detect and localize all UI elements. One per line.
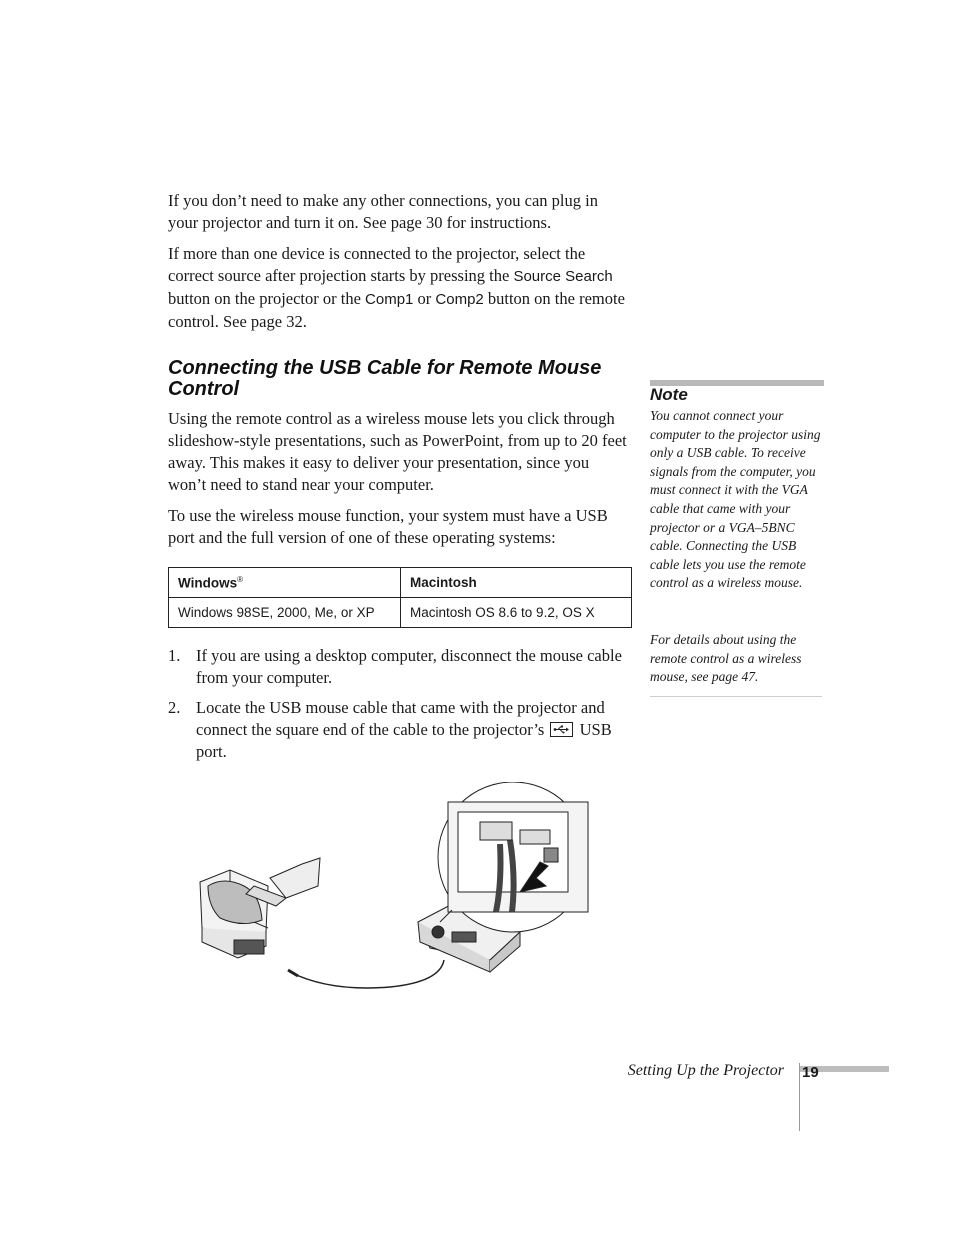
header-windows-text: Windows — [178, 575, 238, 591]
paragraph-text: If more than one device is connected to the projector, select the correct source after projection starts by pressing the — [168, 244, 586, 285]
zoom-callout — [438, 782, 588, 932]
step-text: If you are using a desktop computer, disconnect the mouse cable from your computer. — [196, 646, 622, 687]
header-macintosh: Macintosh — [401, 568, 632, 598]
step-number: 1. — [168, 646, 181, 665]
registered-mark: ® — [237, 574, 244, 584]
paragraph-plug-in: If you don’t need to make any other connections, you can plug in your projector and turn it on. See page 30 for instructions. — [168, 191, 598, 232]
os-table — [168, 567, 632, 628]
desktop-monitor — [200, 870, 268, 958]
footer-chapter-title: Setting Up the Projector — [627, 1062, 784, 1079]
step-text-b: USB port. — [196, 720, 612, 761]
paragraph-source-select — [168, 243, 630, 333]
usb-connection-illustration — [190, 782, 600, 1002]
comp2-label: Comp2 — [435, 291, 484, 308]
paragraph-text: button on the projector or the — [168, 289, 366, 308]
cell-mac-versions: Macintosh OS 8.6 to 9.2, OS X — [401, 598, 632, 628]
cell-windows-versions: Windows 98SE, 2000, Me, or XP — [169, 598, 401, 628]
note-body: You cannot connect your computer to the projector using only a USB cable. To receive signals from the computer, you must connect it with the VGA cable that came with your projector or a VGA–5BNC cable. Connecting the USB cable lets you use the remote control as a wireless mouse. — [650, 408, 821, 591]
step-text-a: Locate the USB mouse cable that came with the projector and connect the square end of the cable to the projector’s — [196, 698, 605, 739]
paragraph-text: or — [413, 289, 436, 308]
paragraph-wireless-mouse: Using the remote control as a wireless mouse lets you click through slideshow-style presentations, such as PowerPoint, from up to 20 feet away. This makes it easy to deliver your presentation, since you won’t need to stand near your computer. — [168, 409, 627, 494]
table-header-row — [169, 568, 632, 598]
note-title: Note — [650, 385, 688, 404]
table-row — [169, 598, 632, 628]
paragraph-requirements: To use the wireless mouse function, your system must have a USB port and the full version of one of these operating systems: — [168, 506, 608, 547]
source-search-label: Source Search — [513, 268, 613, 285]
step-text — [196, 697, 630, 763]
header-windows — [169, 568, 401, 598]
section-heading: Connecting the USB Cable for Remote Mouse Control — [168, 357, 602, 400]
step-number: 2. — [168, 698, 181, 717]
usb-cable — [288, 960, 444, 988]
footer-rule — [799, 1063, 800, 1131]
comp1-label: Comp1 — [365, 291, 414, 308]
note-bottom-rule — [650, 696, 822, 697]
paragraph-text: button on the remote control. See page 32. — [168, 289, 625, 331]
note-body-reference: For details about using the remote control as a wireless mouse, see page 47. — [650, 632, 802, 685]
usb-icon — [550, 722, 573, 737]
page-number: 19 — [802, 1064, 819, 1081]
